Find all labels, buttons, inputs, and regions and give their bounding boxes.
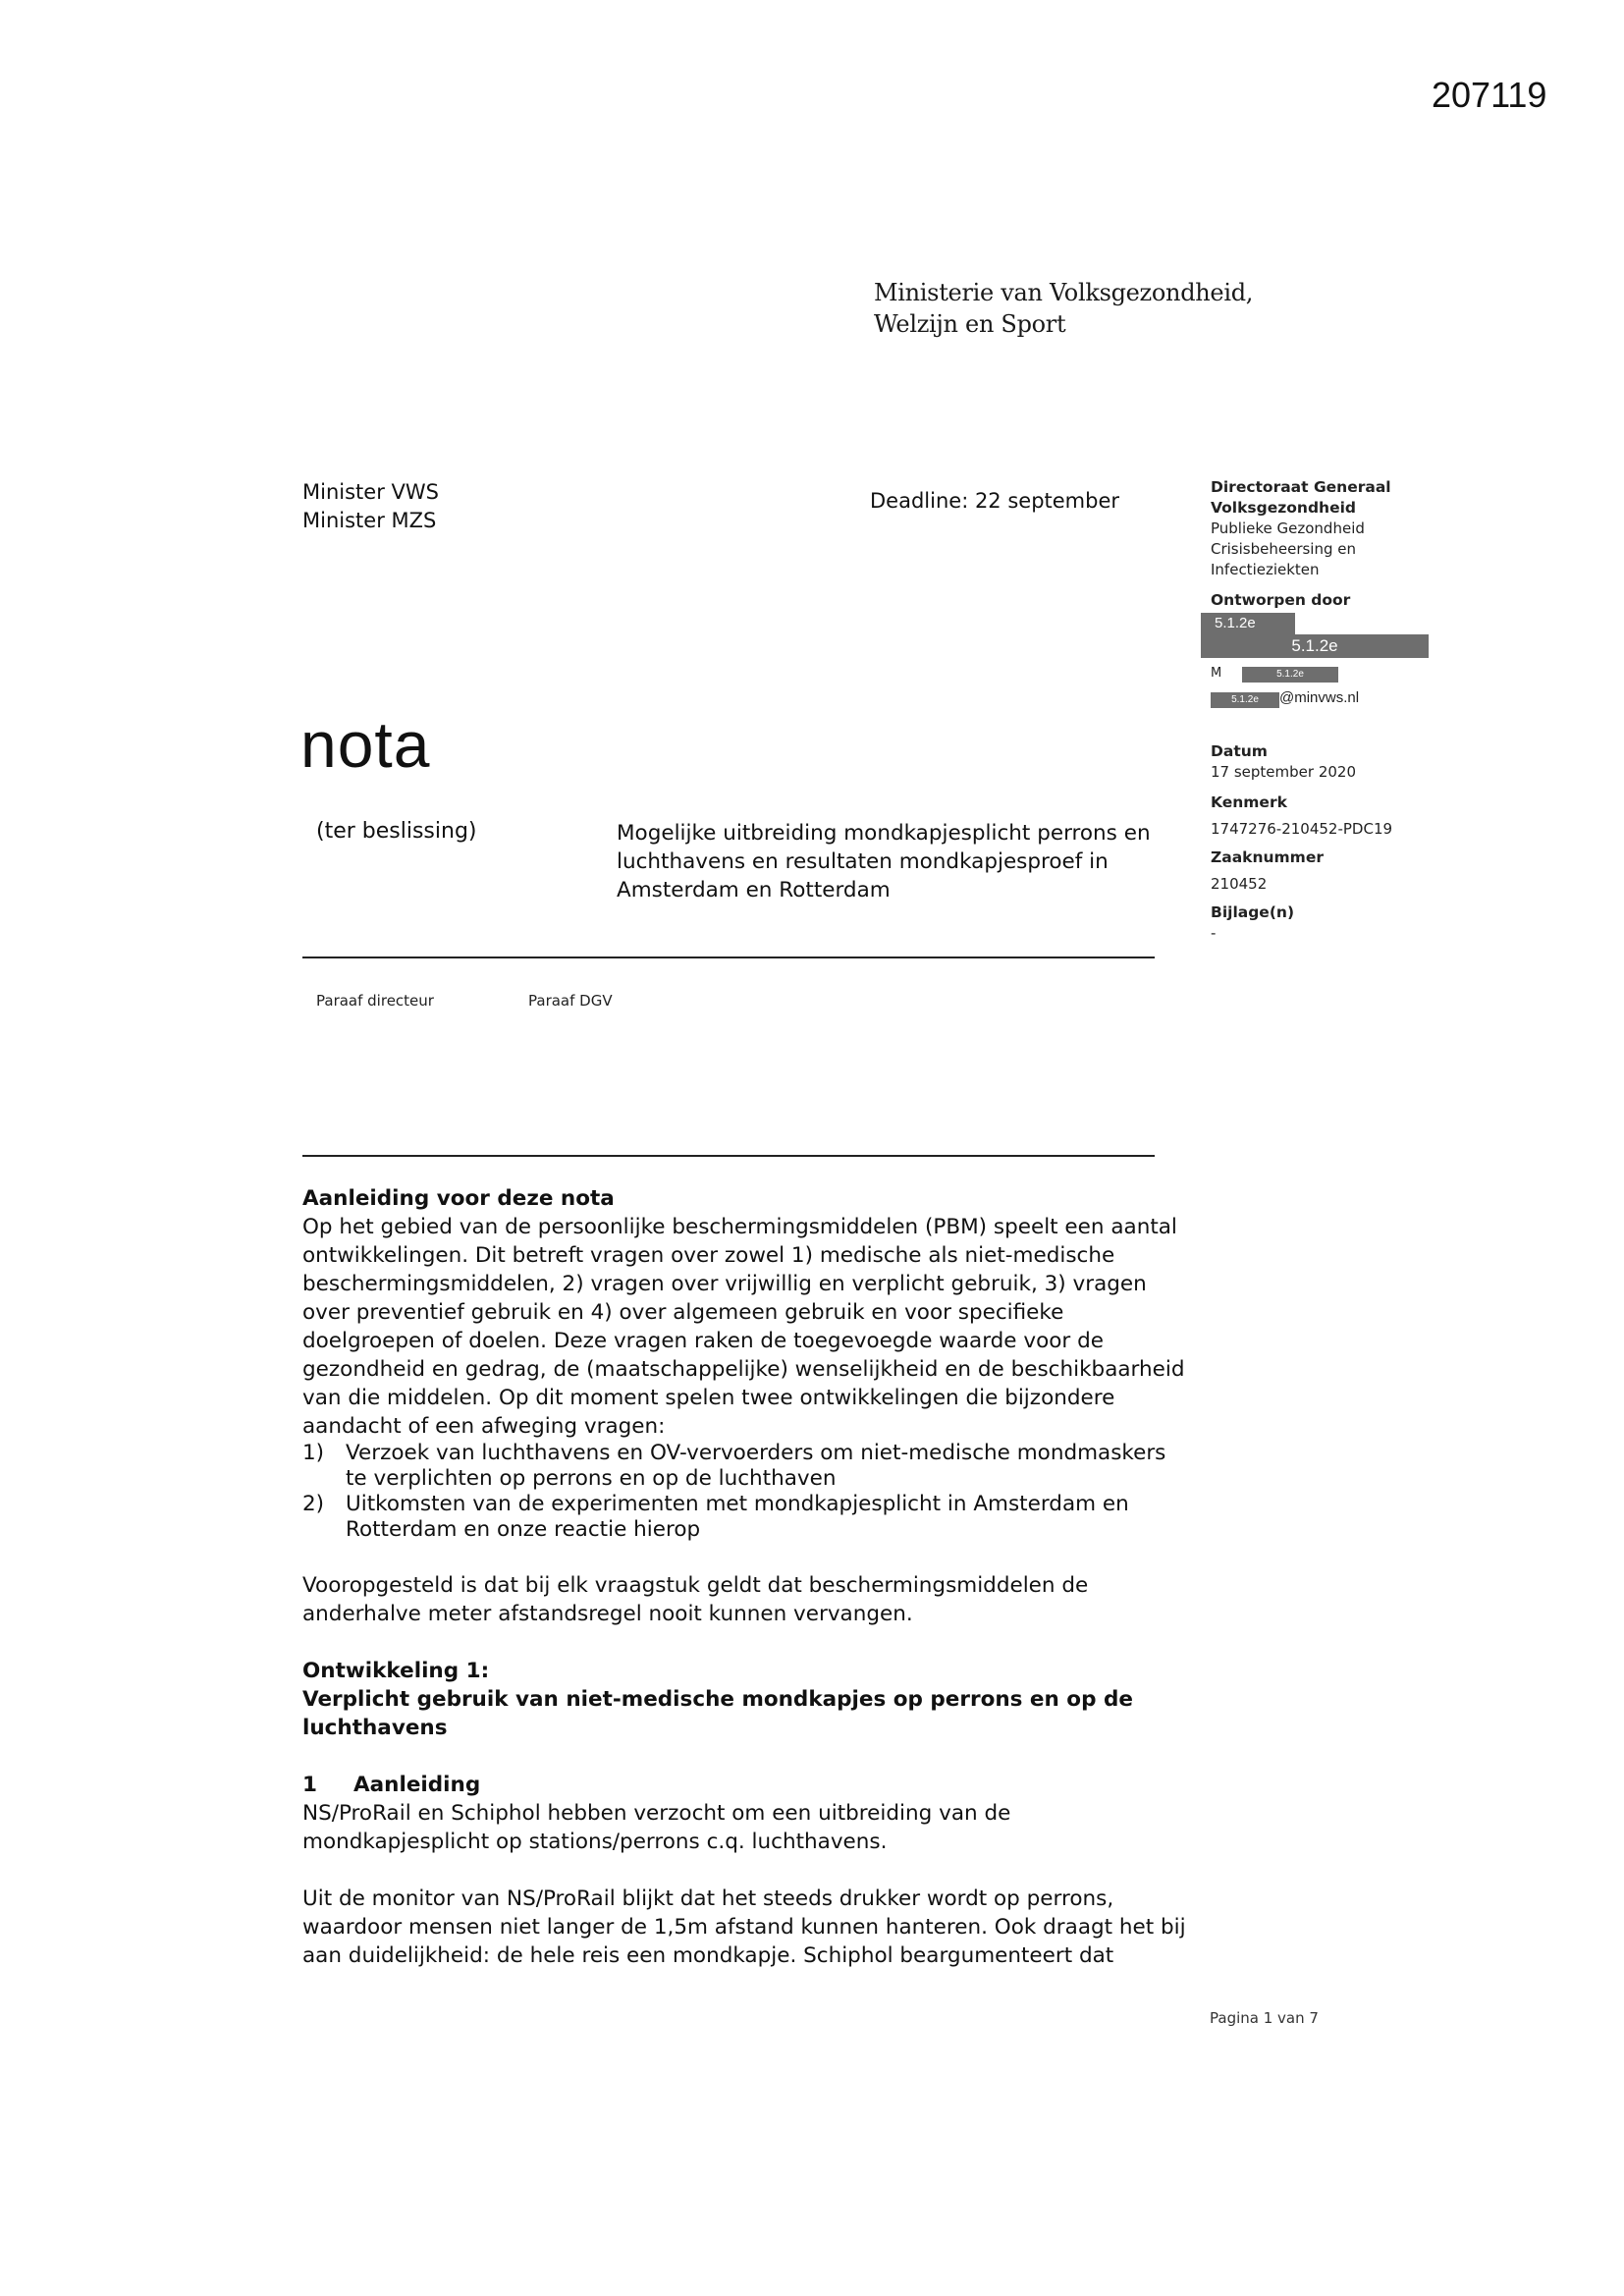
paragraph-intro: Op het gebied van de persoonlijke beschermingsmiddelen (PBM) speelt een aantal ontwikkelingen. Dit betreft vragen over zowel 1) medische als niet-medische beschermingsmiddelen, 2) vragen over vrijwillig en verplicht gebruik, 3) vragen over preventief gebruik en 4) over algemeen gebruik en voor specifieke doelgroepen of doelen. Deze vragen raken de toegevoegde waarde voor de gezondheid en gedrag, de (maatschappelijke) wenselijkheid en de beschikbaarheid van die middelen. Op dit moment spelen twee ontwikkelingen die bijzondere aandacht of een afweging vragen: — [302, 1215, 1185, 1439]
reference-label: Kenmerk — [1211, 793, 1287, 811]
heading-development-1-title: Verplicht gebruik van niet-medische mondkapjes op perrons en op de luchthavens — [302, 1687, 1133, 1740]
department-line2: Volksgezondheid — [1211, 499, 1357, 517]
sidebar-info — [1211, 477, 1446, 944]
list-text: Uitkomsten van de experimenten met mondkapjesplicht in Amsterdam en Rotterdam en onze reactie hierop — [346, 1492, 1129, 1542]
redaction-name: 5.1.2e — [1201, 613, 1295, 634]
case-value: 210452 — [1211, 875, 1268, 893]
heading-section-1 — [302, 1771, 1186, 1799]
redaction-title: 5.1.2e — [1201, 634, 1429, 658]
attachments-label: Bijlage(n) — [1211, 903, 1295, 921]
case-label: Zaaknummer — [1211, 848, 1324, 866]
ministry-logo — [874, 277, 1253, 340]
department-line1: Directoraat Generaal — [1211, 478, 1391, 496]
addressee-block — [302, 478, 439, 535]
section-title: Aanleiding — [353, 1773, 481, 1797]
development-list — [302, 1441, 1186, 1543]
paraaf-dgv: Paraaf DGV — [528, 992, 613, 1010]
designed-by-label: Ontworpen door — [1211, 591, 1351, 609]
body-text — [302, 1184, 1186, 1970]
heading-development-1: Ontwikkeling 1: — [302, 1659, 490, 1683]
date-label: Datum — [1211, 742, 1268, 760]
purpose: (ter beslissing) — [316, 819, 477, 844]
paragraph-assumption: Vooropgesteld is dat bij elk vraagstuk geldt dat beschermingsmiddelen de anderhalve meter afstandsregel nooit kunnen vervangen. — [302, 1573, 1089, 1626]
list-text: Verzoek van luchthavens en OV-vervoerders om niet-medische mondmaskers te verplichten op perrons en op de luchthaven — [346, 1441, 1166, 1491]
date-value: 17 september 2020 — [1211, 763, 1357, 781]
list-number: 1) — [302, 1441, 325, 1465]
paragraph-s1-b: Uit de monitor van NS/ProRail blijkt dat het steeds drukker wordt op perrons, waardoor mensen niet langer de 1,5m afstand kunnen hanteren. Ook draagt het bij aan duidelijkheid: de hele reis een mondkapje. Schiphol beargumenteert dat — [302, 1886, 1186, 1968]
ministry-name-line2: Welzijn en Sport — [874, 310, 1066, 338]
list-item — [302, 1441, 1186, 1492]
divider-bottom — [302, 1155, 1155, 1157]
addressee-1: Minister VWS — [302, 480, 439, 504]
attachments-value: - — [1211, 924, 1217, 942]
subject: Mogelijke uitbreiding mondkapjesplicht perrons en luchthavens en resultaten mondkapjesproef in Amsterdam en Rotterdam — [617, 821, 1151, 902]
redaction-email: 5.1.2e — [1211, 692, 1279, 708]
page-number: Pagina 1 van 7 — [1210, 2009, 1319, 2027]
heading-reason: Aanleiding voor deze nota — [302, 1186, 615, 1211]
paragraph-s1-a: NS/ProRail en Schiphol hebben verzocht om een uitbreiding van de mondkapjesplicht op stations/perrons c.q. luchthavens. — [302, 1801, 1011, 1854]
mobile-prefix: M — [1211, 666, 1222, 681]
department-line3: Publieke Gezondheid — [1211, 519, 1365, 537]
document-number: 207119 — [1432, 75, 1547, 115]
department-line4: Crisisbeheersing en — [1211, 540, 1357, 558]
ministry-name-line1: Ministerie van Volksgezondheid, — [874, 279, 1254, 306]
addressee-2: Minister MZS — [302, 509, 437, 532]
reference-value: 1747276-210452-PDC19 — [1211, 820, 1393, 838]
divider-top — [302, 957, 1155, 958]
deadline: Deadline: 22 september — [870, 489, 1120, 513]
redaction-mobile: 5.1.2e — [1242, 667, 1338, 683]
department-line5: Infectieziekten — [1211, 561, 1320, 578]
list-item — [302, 1492, 1186, 1543]
email-suffix: @minvws.nl — [1279, 689, 1360, 706]
section-number: 1 — [302, 1773, 317, 1797]
document-type: nota — [300, 708, 431, 781]
paraaf-director: Paraaf directeur — [316, 992, 434, 1010]
list-number: 2) — [302, 1492, 325, 1516]
